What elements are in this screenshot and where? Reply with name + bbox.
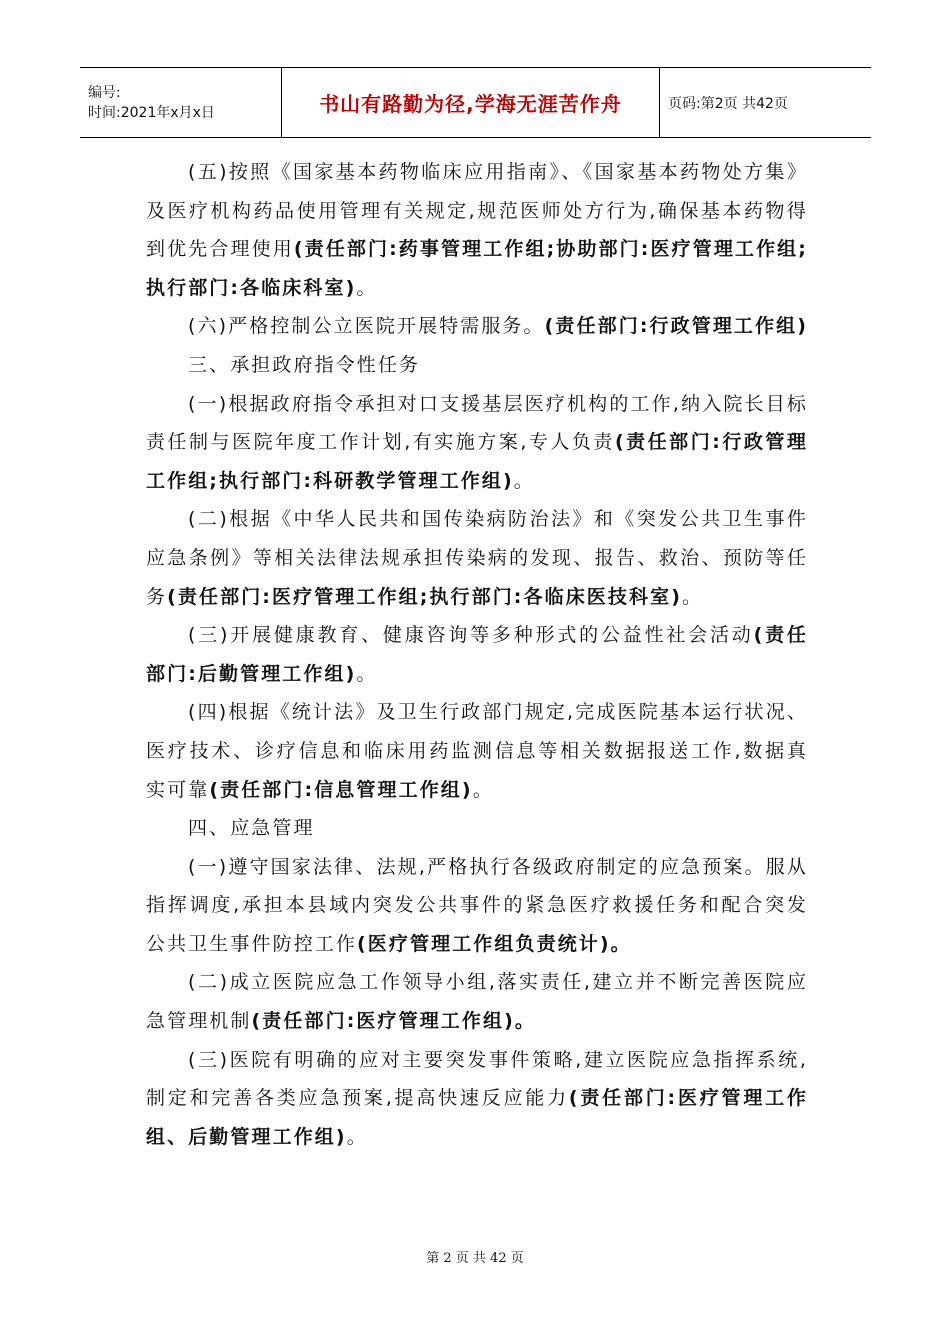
paragraph-tail: 。 — [356, 276, 378, 299]
paragraph-text: (三)开展健康教育、健康咨询等多种形式的公益性社会活动 — [188, 624, 754, 647]
paragraph-text: (四)根据《统计法》及卫生行政部门规定,完成医院基本运行状况、医疗技术、诊疗信息和临床用药监测信息等相关数据报送工作,数据真实可靠 — [146, 701, 808, 801]
paragraph-text: (一)根据政府指令承担对口支援基层医疗机构的工作,纳入院长目标责任制与医院年度工作计划,有实施方案,专人负责 — [146, 392, 808, 454]
paragraph-text: (二)根据《中华人民共和国传染病防治法》和《突发公共卫生事件应急条例》等相关法律法规承担传染病的发现、报告、救治、预防等任务 — [146, 508, 808, 608]
responsibility-note: (责任部门:信息管理工作组) — [209, 778, 473, 801]
responsibility-note: (责任部门:医疗管理工作组)。 — [251, 1010, 536, 1033]
paragraph — [146, 153, 808, 307]
paragraph — [146, 385, 808, 501]
motto-text: 书山有路勤为径,学海无涯苦作舟 — [319, 92, 622, 116]
paragraph-text: (一)遵守国家法律、法规,严格执行各级政府制定的应急预案。服从指挥调度,承担本县域内突发公共事件的紧急医疗救援任务和配合突发公共卫生事件防控工作 — [146, 855, 808, 955]
paragraph-text: (五)按照《国家基本药物临床应用指南》、《国家基本药物处方集》及医疗机构药品使用管理有关规定,规范医师处方行为,确保基本药物得到优先合理使用 — [146, 161, 808, 261]
responsibility-note: (医疗管理工作组负责统计)。 — [357, 932, 632, 955]
paragraph-text: (二)成立医院应急工作领导小组,落实责任,建立并不断完善医院应急管理机制 — [146, 971, 808, 1033]
paragraph — [146, 307, 808, 346]
paragraph — [146, 616, 808, 693]
section-heading — [146, 809, 808, 848]
section-heading-text: 三、承担政府指令性任务 — [188, 353, 421, 376]
responsibility-note: (责任部门:行政管理工作组;执行部门:科研教学管理工作组) — [146, 431, 808, 492]
section-heading — [146, 346, 808, 385]
responsibility-note: (责任部门:医疗管理工作组、后勤管理工作组) — [146, 1087, 809, 1148]
paragraph — [146, 693, 808, 809]
responsibility-note: (责任部门:行政管理工作组) — [544, 315, 809, 338]
document-time-label: 时间:2021年x月x日 — [88, 104, 215, 121]
paragraph-text: (三)医院有明确的应对主要突发事件策略,建立医院应急指挥系统,制定和完善各类应急预案,提高快速反应能力 — [146, 1048, 808, 1110]
header-page-number — [660, 68, 871, 137]
paragraph-tail: 。 — [513, 469, 535, 492]
section-heading-text: 四、应急管理 — [188, 817, 315, 840]
document-body — [146, 153, 808, 1156]
paragraph-tail: 。 — [681, 585, 704, 608]
responsibility-note: (责任部门:后勤管理工作组) — [146, 624, 809, 685]
paragraph-tail: 。 — [346, 1125, 368, 1148]
page-header — [80, 67, 871, 138]
paragraph-tail: 。 — [472, 778, 494, 801]
paragraph — [146, 1041, 808, 1157]
responsibility-note: (责任部门:药事管理工作组;协助部门:医疗管理工作组;执行部门:各临床科室) — [146, 238, 808, 299]
page-footer: 第 2 页 共 42 页 — [426, 1251, 524, 1266]
header-motto — [282, 68, 660, 137]
paragraph-text: (六)严格控制公立医院开展特需服务。 — [188, 315, 545, 338]
paragraph-tail: 。 — [356, 662, 378, 685]
page-number-label: 页码:第2页 共42页 — [668, 95, 788, 112]
document-number-label: 编号: — [88, 84, 121, 101]
paragraph — [146, 500, 808, 616]
paragraph — [146, 963, 808, 1040]
paragraph — [146, 848, 808, 964]
header-meta — [80, 68, 282, 137]
responsibility-note: (责任部门:医疗管理工作组;执行部门:各临床医技科室) — [167, 585, 682, 608]
